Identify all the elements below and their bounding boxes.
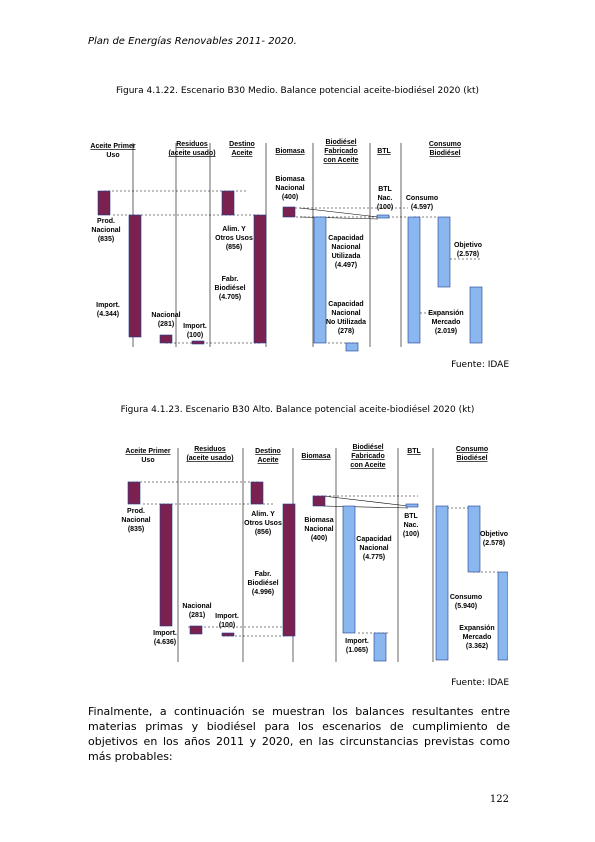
- column-header-2: Residuos: [194, 446, 226, 453]
- label-btl-3: (100): [402, 531, 420, 538]
- label-alim: Alim. Y: [251, 511, 275, 518]
- label-biomasa-2: Nacional: [275, 185, 305, 192]
- label-res-import: Import.: [183, 323, 207, 330]
- bar-residuos-import: [222, 633, 234, 636]
- bar-capacidad-utilizada: [314, 217, 326, 343]
- label-btl: BTL: [404, 513, 418, 520]
- waterfall-chart-2: [88, 440, 508, 665]
- label-fabr: Fabr.: [254, 571, 272, 578]
- column-header-1: Aceite Primer: [90, 143, 136, 150]
- bar-btl: [377, 215, 389, 218]
- page-number: 122: [489, 794, 509, 805]
- label-expansion-2: Mercado: [431, 319, 461, 326]
- label-consumo-2: (5.940): [454, 603, 478, 610]
- column-header-5c: con Aceite: [350, 462, 386, 469]
- column-header-4: Biomasa: [301, 453, 331, 460]
- label-fabr-3: (4.996): [251, 589, 275, 596]
- label-btl: BTL: [378, 186, 392, 193]
- bar-alim: [251, 482, 263, 504]
- bar-capacidad-utilizada: [343, 506, 355, 633]
- label-expansion-2: Mercado: [462, 634, 492, 641]
- label-alim-3: (856): [254, 529, 272, 536]
- label-fabr-2: Biodiésel: [247, 580, 279, 587]
- label-cap-import: Import.: [345, 638, 369, 645]
- label-biomasa-3: (400): [310, 535, 328, 542]
- label-btl-2: Nac.: [403, 522, 419, 529]
- label-biomasa: Biomasa: [304, 517, 334, 524]
- bar-consumo: [436, 506, 448, 660]
- label-objetivo-2: (2.578): [456, 251, 480, 258]
- bar-capacidad-no-utilizada: [346, 343, 358, 351]
- column-header-1b: Uso: [106, 152, 120, 159]
- label-biomasa: Biomasa: [275, 176, 305, 183]
- column-header-7b: Biodiésel: [456, 455, 488, 462]
- label-res-nacional-2: (281): [157, 321, 175, 328]
- label-cap-noutil-3: No Utilizada: [325, 319, 367, 326]
- bar-biomasa: [283, 207, 295, 217]
- label-res-import-2: (100): [186, 332, 204, 339]
- label-expansion-3: (3.362): [465, 643, 489, 650]
- label-cap-noutil-2: Nacional: [331, 310, 361, 317]
- column-header-4: Biomasa: [275, 148, 305, 155]
- label-fabr-3: (4.705): [218, 294, 242, 301]
- bar-expansion: [470, 287, 482, 343]
- label-consumo-2: (4.597): [410, 204, 434, 211]
- label-expansion-3: (2.019): [434, 328, 458, 335]
- label-cap-util-2: Nacional: [331, 244, 361, 251]
- bar-fabr-biodiesel: [254, 215, 266, 343]
- label-prod: Prod.: [97, 218, 115, 225]
- body-paragraph: Finalmente, a continuación se muestran los balances resultantes entre materias primas y biodiésel para los escenarios de cumplimiento de objetivos en los años 2011 y 2020, en las circunstancias previstas como más probables:: [88, 705, 510, 763]
- bar-consumo: [408, 217, 420, 343]
- bar-objetivo: [438, 217, 450, 287]
- label-cap-util: Capacidad: [328, 235, 364, 242]
- column-header-6: BTL: [377, 148, 391, 155]
- column-header-6: BTL: [407, 448, 421, 455]
- bar-biomasa: [313, 496, 325, 506]
- label-prod: Prod.: [127, 508, 145, 515]
- label-res-nacional-2: (281): [188, 612, 206, 619]
- bar-capacidad-import: [374, 633, 386, 661]
- label-expansion: Expansión: [428, 310, 464, 317]
- label-cap-util: Capacidad: [356, 536, 392, 543]
- label-biomasa-2: Nacional: [304, 526, 334, 533]
- label-fabr: Fabr.: [221, 276, 239, 283]
- label-btl-3: (100): [376, 204, 394, 211]
- label-cap-import-2: (1.065): [345, 647, 369, 654]
- figure-source-2: Fuente: IDAE: [451, 678, 509, 688]
- column-header-3: Destino: [255, 448, 281, 455]
- label-res-nacional: Nacional: [182, 603, 212, 610]
- column-header-3b: Aceite: [231, 150, 253, 157]
- column-header-5: Biodiésel: [325, 139, 357, 146]
- column-header-3: Destino: [229, 141, 255, 148]
- label-consumo: Consumo: [449, 594, 483, 601]
- label-objetivo-2: (2.578): [482, 540, 506, 547]
- bar-prod-nacional: [128, 482, 140, 504]
- label-btl-2: Nac.: [377, 195, 393, 202]
- column-header-5b: Fabricado: [351, 453, 385, 460]
- figure-source-1: Fuente: IDAE: [451, 360, 509, 370]
- label-import-2: (4.344): [96, 311, 120, 318]
- label-cap-util-3: Utilizada: [331, 253, 361, 260]
- figure-caption-1: Figura 4.1.22. Escenario B30 Medio. Balance potencial aceite-biodiésel 2020 (kt): [115, 86, 480, 96]
- label-objetivo: Objetivo: [453, 242, 483, 249]
- column-header-7b: Biodiésel: [429, 150, 461, 157]
- bar-fabr-biodiesel: [283, 504, 295, 636]
- bar-btl: [406, 504, 418, 507]
- bar-residuos-nacional: [160, 335, 172, 343]
- column-header-3b: Aceite: [257, 457, 279, 464]
- label-res-import: Import.: [215, 613, 239, 620]
- label-cap-util-2: Nacional: [359, 545, 389, 552]
- column-header-2b: (aceite usado): [168, 150, 216, 157]
- label-alim-2: Otros Usos: [215, 235, 253, 242]
- bar-residuos-import: [192, 341, 204, 344]
- column-header-1: Aceite Primer: [125, 448, 171, 455]
- column-header-7: Consumo: [428, 141, 462, 148]
- label-biomasa-3: (400): [281, 194, 299, 201]
- label-expansion: Expansión: [459, 625, 495, 632]
- bar-expansion: [498, 572, 508, 660]
- label-alim-3: (856): [225, 244, 243, 251]
- label-import: Import.: [96, 302, 120, 309]
- bar-prod-nacional: [98, 191, 110, 215]
- bar-residuos-nacional: [190, 626, 202, 634]
- bar-import: [160, 504, 172, 626]
- column-header-2: Residuos: [176, 141, 208, 148]
- column-header-1b: Uso: [141, 457, 155, 464]
- label-prod-3: (835): [97, 236, 115, 243]
- label-prod-2: Nacional: [121, 517, 151, 524]
- label-res-import-2: (100): [218, 622, 236, 629]
- bar-objetivo: [468, 506, 480, 572]
- label-import-2: (4.636): [153, 639, 177, 646]
- column-header-5: Biodiésel: [352, 444, 384, 451]
- label-res-nacional: Nacional: [151, 312, 181, 319]
- column-header-7: Consumo: [455, 446, 489, 453]
- running-header: Plan de Energías Renovables 2011- 2020.: [88, 36, 297, 47]
- label-prod-3: (835): [127, 526, 145, 533]
- figure-caption-2: Figura 4.1.23. Escenario B30 Alto. Balance potencial aceite-biodiésel 2020 (kt): [120, 405, 475, 415]
- label-consumo: Consumo: [405, 195, 439, 202]
- column-header-5c: con Aceite: [323, 157, 359, 164]
- waterfall-chart-1: [88, 135, 508, 355]
- bar-import: [129, 215, 141, 337]
- label-cap-noutil-4: (278): [337, 328, 355, 335]
- label-fabr-2: Biodiésel: [214, 285, 246, 292]
- label-cap-noutil: Capacidad: [328, 301, 364, 308]
- label-objetivo: Objetivo: [479, 531, 508, 538]
- label-alim-2: Otros Usos: [244, 520, 282, 527]
- bar-alim: [222, 191, 234, 215]
- column-header-5b: Fabricado: [324, 148, 358, 155]
- label-alim: Alim. Y: [222, 226, 246, 233]
- label-cap-util-3: (4.775): [362, 554, 386, 561]
- label-import: Import.: [153, 630, 177, 637]
- label-cap-util-4: (4.497): [334, 262, 358, 269]
- column-header-2b: (aceite usado): [186, 455, 234, 462]
- label-prod-2: Nacional: [91, 227, 121, 234]
